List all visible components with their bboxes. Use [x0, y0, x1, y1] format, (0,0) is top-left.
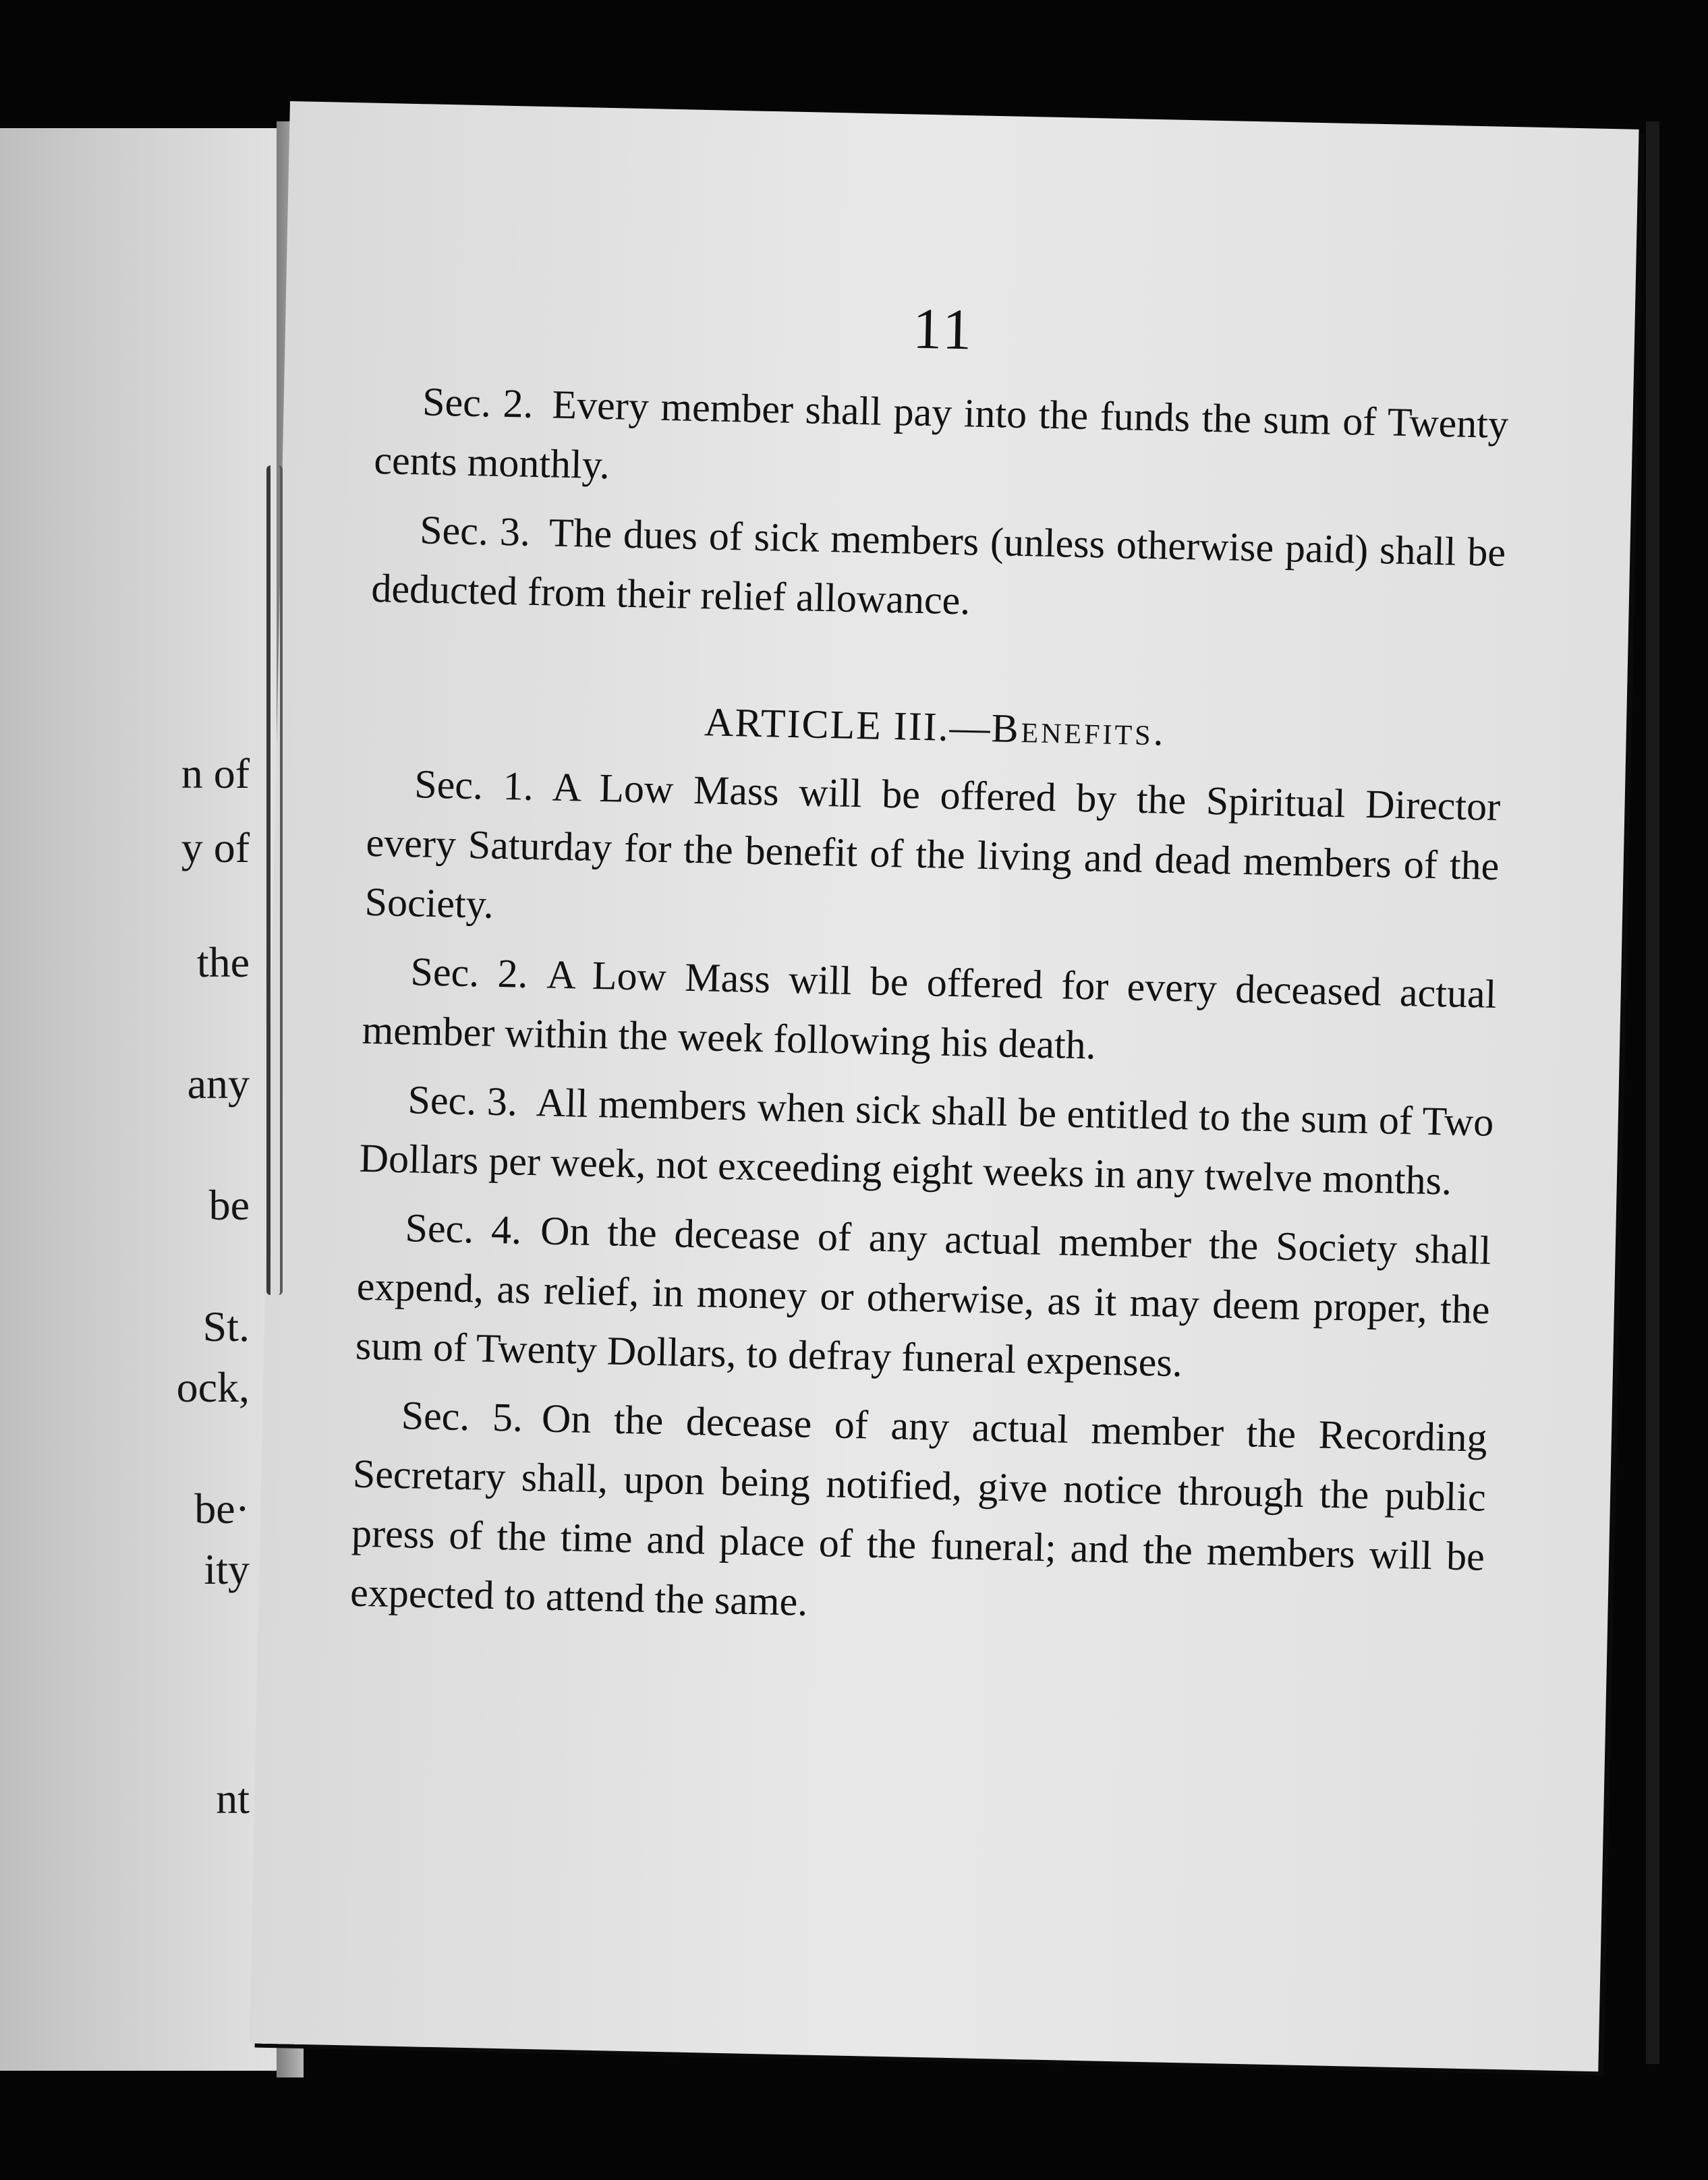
article-heading [368, 692, 1502, 762]
section-label: Sec. 2. [409, 949, 529, 996]
section-label: Sec. 5. [401, 1393, 523, 1440]
left-page-word: the [196, 938, 250, 986]
binding-thread [266, 465, 283, 1295]
left-page-word: be· [194, 1485, 250, 1532]
section-paragraph [364, 753, 1501, 955]
left-page-word: any [187, 1060, 250, 1108]
section-label: Sec. 4. [404, 1205, 522, 1253]
section-text: The dues of sick members (unless otherwise paid) shall be deducted from their relief allowance. [370, 510, 1506, 623]
section-label: Sec. 2. [422, 379, 534, 426]
page-text [349, 283, 1510, 1655]
section-text: Every member shall pay into the funds the sum of Twenty cents monthly. [373, 382, 1509, 488]
article-title: ARTICLE III.— [704, 699, 992, 751]
page-number: 11 [912, 295, 975, 362]
left-page-word: y of [181, 824, 250, 871]
left-page-fragment [0, 128, 290, 2071]
section-text: On the decease of any actual member the Recording Secretary shall, upon being notified, give notice through the public press of the time and place of the funeral; and the members will be expected to attend the same. [349, 1396, 1488, 1624]
section-text: A Low Mass will be offered by the Spiritual Director every Saturday for the benefit of the living and dead members of the Society. [364, 764, 1501, 927]
section-text: All members when sick shall be entitled to the sum of Two Dollars per week, not exceeding eight weeks in any twelve months. [359, 1080, 1494, 1203]
left-page-word: n of [181, 749, 250, 797]
left-page-word: be [208, 1181, 250, 1229]
left-page-word: nt [216, 1775, 250, 1823]
section-text: A Low Mass will be offered for every deceased actual member within the week following his death. [362, 952, 1497, 1068]
section-text: On the decease of any actual member the Society shall expend, as relief, in money or otherwise, as it may deem proper, the sum of Twenty Dollars, to defray funeral expenses. [355, 1208, 1492, 1385]
section-paragraph [362, 941, 1497, 1083]
section-paragraph [371, 499, 1506, 641]
left-page-word: ock, [176, 1363, 250, 1411]
left-page-word: St. [202, 1302, 250, 1350]
section-label: Sec. 3. [407, 1077, 518, 1124]
page-edge-shadow [1646, 121, 1659, 2064]
section-paragraph [359, 1069, 1494, 1211]
section-paragraph [374, 371, 1509, 513]
left-page-word: ity [204, 1545, 250, 1593]
section-label: Sec. 1. [414, 762, 534, 809]
section-paragraph [349, 1385, 1487, 1646]
section-label: Sec. 3. [419, 507, 531, 554]
section-paragraph [355, 1197, 1491, 1399]
article-subtitle: Benefits. [991, 706, 1167, 754]
